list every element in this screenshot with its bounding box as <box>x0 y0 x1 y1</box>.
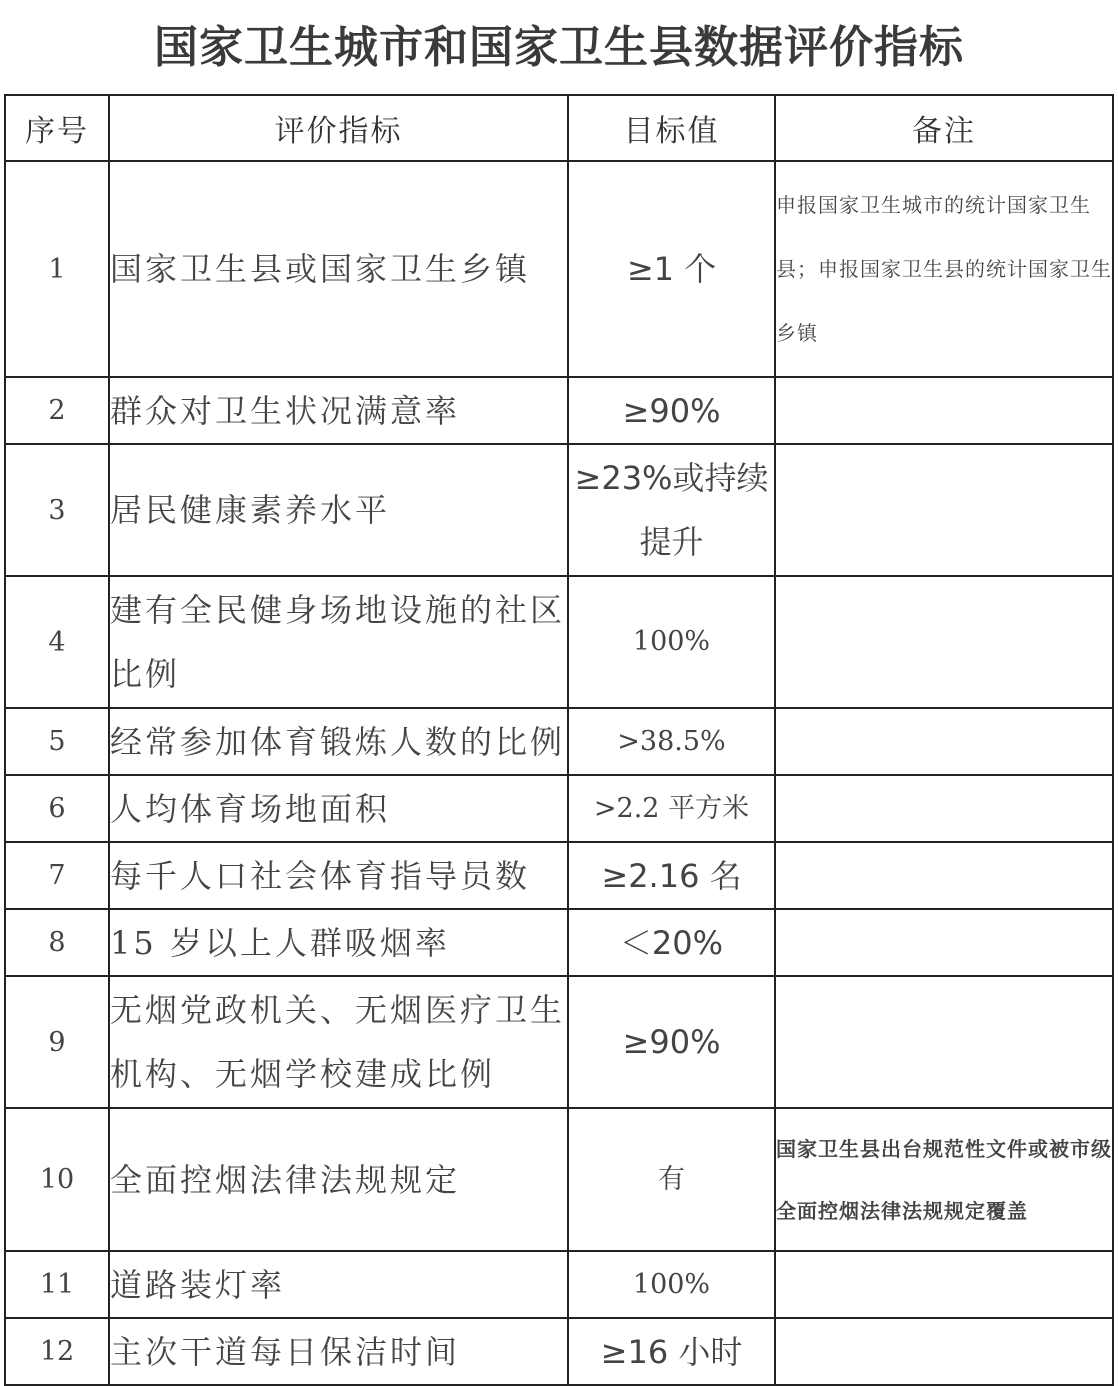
row-seq: 10 <box>5 1108 109 1251</box>
table-row <box>5 1318 1113 1385</box>
row-indicator: 人均体育场地面积 <box>109 775 568 842</box>
table-row <box>5 842 1113 909</box>
row-indicator: 全面控烟法律法规规定 <box>109 1108 568 1251</box>
row-target: ≥90% <box>568 976 775 1108</box>
row-note <box>775 775 1113 842</box>
row-seq: 7 <box>5 842 109 909</box>
row-note <box>775 976 1113 1108</box>
row-seq: 1 <box>5 161 109 377</box>
table-row <box>5 775 1113 842</box>
row-target: ≥90% <box>568 377 775 444</box>
row-indicator: 建有全民健身场地设施的社区比例 <box>109 576 568 708</box>
row-note <box>775 708 1113 775</box>
row-target: 有 <box>568 1108 775 1251</box>
row-target: ≥1 个 <box>568 161 775 377</box>
row-indicator: 经常参加体育锻炼人数的比例 <box>109 708 568 775</box>
header-seq: 序号 <box>5 95 109 161</box>
row-seq: 8 <box>5 909 109 976</box>
row-target: >2.2 平方米 <box>568 775 775 842</box>
table-row <box>5 976 1113 1108</box>
row-seq: 4 <box>5 576 109 708</box>
row-note <box>775 576 1113 708</box>
row-note: 申报国家卫生城市的统计国家卫生县；申报国家卫生县的统计国家卫生乡镇 <box>775 161 1113 377</box>
row-note <box>775 1318 1113 1385</box>
row-note <box>775 1251 1113 1318</box>
table-row <box>5 909 1113 976</box>
row-indicator: 群众对卫生状况满意率 <box>109 377 568 444</box>
row-target: 100% <box>568 1251 775 1318</box>
row-note: 国家卫生县出台规范性文件或被市级全面控烟法律法规规定覆盖 <box>775 1108 1113 1251</box>
row-target: ≥16 小时 <box>568 1318 775 1385</box>
row-indicator: 主次干道每日保洁时间 <box>109 1318 568 1385</box>
header-indicator: 评价指标 <box>109 95 568 161</box>
indicator-table <box>4 94 1114 1386</box>
row-seq: 3 <box>5 444 109 576</box>
table-row <box>5 708 1113 775</box>
row-seq: 9 <box>5 976 109 1108</box>
row-target: >38.5% <box>568 708 775 775</box>
table-row <box>5 1251 1113 1318</box>
row-indicator: 无烟党政机关、无烟医疗卫生机构、无烟学校建成比例 <box>109 976 568 1108</box>
row-seq: 6 <box>5 775 109 842</box>
row-note <box>775 377 1113 444</box>
table-row <box>5 161 1113 377</box>
header-target: 目标值 <box>568 95 775 161</box>
row-indicator: 道路装灯率 <box>109 1251 568 1318</box>
header-note: 备注 <box>775 95 1113 161</box>
row-indicator: 每千人口社会体育指导员数 <box>109 842 568 909</box>
row-target: ＜20% <box>568 909 775 976</box>
row-seq: 12 <box>5 1318 109 1385</box>
row-target: ≥2.16 名 <box>568 842 775 909</box>
row-seq: 2 <box>5 377 109 444</box>
table-row <box>5 444 1113 576</box>
table-row <box>5 576 1113 708</box>
row-note <box>775 842 1113 909</box>
row-note <box>775 444 1113 576</box>
row-note <box>775 909 1113 976</box>
row-indicator: 国家卫生县或国家卫生乡镇 <box>109 161 568 377</box>
table-row <box>5 377 1113 444</box>
row-target: 100% <box>568 576 775 708</box>
row-seq: 11 <box>5 1251 109 1318</box>
row-indicator: 15 岁以上人群吸烟率 <box>109 909 568 976</box>
row-indicator: 居民健康素养水平 <box>109 444 568 576</box>
table-header-row <box>5 95 1113 161</box>
page-title: 国家卫生城市和国家卫生县数据评价指标 <box>154 22 964 73</box>
row-target: ≥23%或持续提升 <box>568 444 775 576</box>
table-row <box>5 1108 1113 1251</box>
row-seq: 5 <box>5 708 109 775</box>
